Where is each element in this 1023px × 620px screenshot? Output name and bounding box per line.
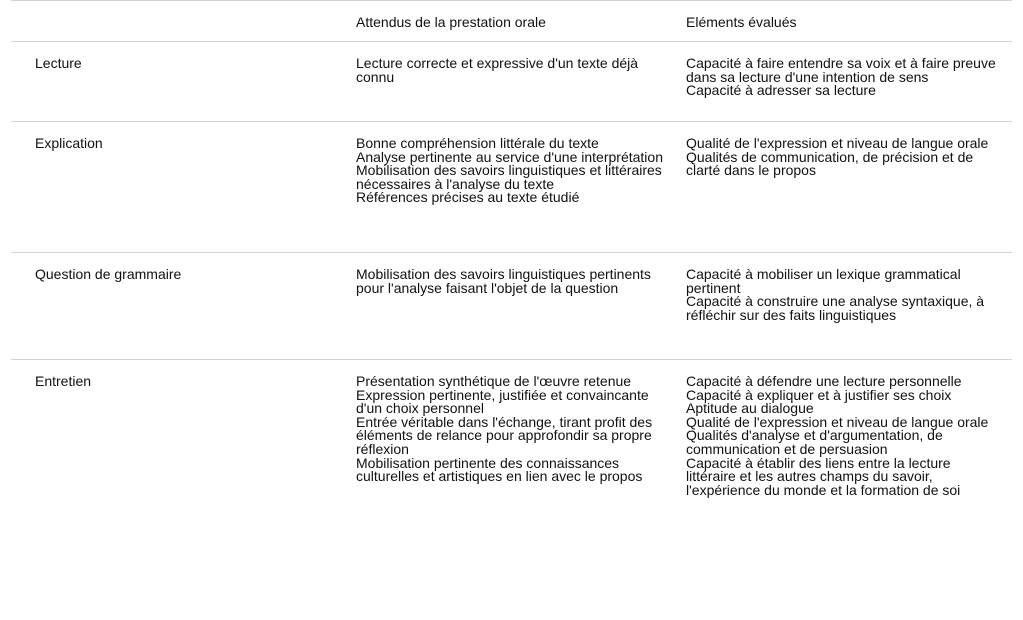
cell-line: Bonne compréhension littérale du texte: [356, 135, 599, 151]
cell-line: Entrée véritable dans l'échange, tirant profit des éléments de relance pour approfondir sa propre réflexion: [356, 413, 653, 457]
cell-line: Lecture correcte et expressive d'un texte déjà connu: [356, 55, 639, 85]
header-cell-elements: Eléments évalués: [686, 14, 797, 30]
elements-cell: [686, 360, 1012, 514]
cell-line: Présentation synthétique de l'œuvre retenue: [356, 373, 632, 389]
attendus-cell: [356, 360, 686, 514]
table-row: [11, 42, 1012, 122]
elements-cell: [686, 42, 1012, 122]
cell-line: Mobilisation des savoirs linguistiques et littéraires nécessaires à l'analyse du texte: [356, 162, 662, 192]
attendus-cell: [356, 253, 686, 360]
cell-line: Capacité à établir des liens entre la lecture littéraire et les autres champs du savoir, l'expérience du monde et la formation de soi: [686, 454, 961, 498]
cell-line: Capacité à expliquer et à justifier ses choix: [686, 386, 952, 403]
row-label: Question de grammaire: [35, 266, 182, 282]
table-row: [11, 360, 1012, 514]
evaluation-table: [11, 0, 1012, 513]
cell-line: Mobilisation pertinente des connaissances culturelles et artistiques en lien avec le propos: [356, 454, 643, 485]
cell-line: Expression pertinente, justifiée et convaincante d'un choix personnel: [356, 386, 649, 417]
cell-line: Capacité à défendre une lecture personnelle: [686, 373, 962, 389]
cell-line: Analyse pertinente au service d'une interprétation: [356, 148, 663, 165]
row-label: Entretien: [35, 373, 92, 389]
cell-line: Capacité à adresser sa lecture: [686, 82, 876, 99]
cell-line: Mobilisation des savoirs linguistiques pertinents pour l'analyse faisant l'objet de la question: [356, 266, 651, 296]
cell-line: Qualités de communication, de précision et de clarté dans le propos: [686, 148, 974, 179]
attendus-cell: [356, 122, 686, 253]
attendus-cell: [356, 42, 686, 122]
row-label: Explication: [35, 135, 103, 151]
cell-line: Capacité à construire une analyse syntaxique, à réfléchir sur des faits linguistiques: [686, 293, 985, 323]
cell-line: Capacité à mobiliser un lexique grammatical pertinent: [686, 266, 961, 296]
elements-cell: [686, 122, 1012, 253]
cell-line: Aptitude au dialogue: [686, 400, 814, 417]
table-header-row: [11, 1, 1012, 42]
cell-line: Références précises au texte étudié: [356, 189, 580, 206]
cell-line: Qualité de l'expression et niveau de langue orale: [686, 413, 989, 430]
table-row: [11, 253, 1012, 360]
row-label: Lecture: [35, 55, 82, 71]
cell-line: Capacité à faire entendre sa voix et à faire preuve dans sa lecture d'une intention de sens: [686, 55, 996, 85]
elements-cell: [686, 253, 1012, 360]
table-row: [11, 122, 1012, 253]
cell-line: Qualités d'analyse et d'argumentation, de communication et de persuasion: [686, 427, 943, 457]
header-cell-attendus: Attendus de la prestation orale: [356, 14, 546, 30]
cell-line: Qualité de l'expression et niveau de langue orale: [686, 135, 989, 151]
header-cell-criteria: [11, 1, 356, 42]
